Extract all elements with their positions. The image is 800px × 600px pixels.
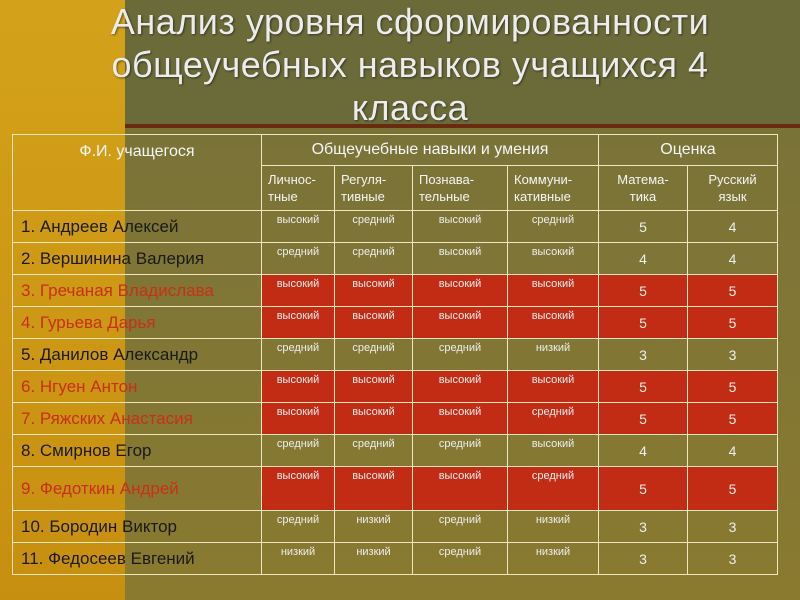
table-row (13, 307, 778, 339)
cognitive-level-cell: высокий (413, 307, 508, 339)
russian-grade-cell: 3 (688, 339, 778, 371)
math-grade-cell: 5 (599, 211, 688, 243)
table-row (13, 543, 778, 575)
table-row (13, 467, 778, 511)
personal-level-cell: высокий (262, 403, 335, 435)
regulative-level-cell: средний (335, 435, 413, 467)
regulative-level-cell: низкий (335, 511, 413, 543)
regulative-level-cell: высокий (335, 307, 413, 339)
regulative-level-cell: средний (335, 211, 413, 243)
table-body (13, 211, 778, 575)
russian-grade-cell: 4 (688, 243, 778, 275)
student-name-cell: 6. Нгуен Антон (13, 371, 262, 403)
cognitive-level-cell: средний (413, 543, 508, 575)
student-name-cell: 7. Ряжских Анастасия (13, 403, 262, 435)
header-grade: Оценка (599, 135, 778, 166)
cognitive-level-cell: высокий (413, 403, 508, 435)
math-grade-cell: 3 (599, 543, 688, 575)
math-grade-cell: 5 (599, 307, 688, 339)
slide-title (0, 0, 800, 129)
math-grade-cell: 5 (599, 467, 688, 511)
table-row (13, 511, 778, 543)
regulative-level-cell: высокий (335, 467, 413, 511)
regulative-level-cell: высокий (335, 275, 413, 307)
personal-level-cell: средний (262, 243, 335, 275)
communicative-level-cell: высокий (508, 243, 599, 275)
russian-grade-cell: 4 (688, 211, 778, 243)
subheader-regulative: Регуля- тивные (335, 166, 413, 211)
subheader-personal: Личнос- тные (262, 166, 335, 211)
russian-grade-cell: 3 (688, 543, 778, 575)
subheader-cognitive: Познава- тельные (413, 166, 508, 211)
cognitive-level-cell: высокий (413, 371, 508, 403)
cognitive-level-cell: средний (413, 435, 508, 467)
student-name-cell: 11. Федосеев Евгений (13, 543, 262, 575)
student-name-cell: 10. Бородин Виктор (13, 511, 262, 543)
communicative-level-cell: низкий (508, 543, 599, 575)
cognitive-level-cell: средний (413, 339, 508, 371)
table-row (13, 275, 778, 307)
cognitive-level-cell: высокий (413, 467, 508, 511)
russian-grade-cell: 5 (688, 467, 778, 511)
communicative-level-cell: низкий (508, 511, 599, 543)
table-row (13, 243, 778, 275)
russian-grade-cell: 3 (688, 511, 778, 543)
personal-level-cell: низкий (262, 543, 335, 575)
personal-level-cell: высокий (262, 371, 335, 403)
header-skills: Общеучебные навыки и умения (262, 135, 599, 166)
math-grade-cell: 5 (599, 275, 688, 307)
header-student-name: Ф.И. учащегося (13, 135, 262, 211)
russian-grade-cell: 5 (688, 307, 778, 339)
table-row (13, 403, 778, 435)
russian-grade-cell: 5 (688, 403, 778, 435)
cognitive-level-cell: высокий (413, 211, 508, 243)
communicative-level-cell: высокий (508, 435, 599, 467)
subheader-russian: Русский язык (688, 166, 778, 211)
table-row (13, 371, 778, 403)
cognitive-level-cell: высокий (413, 275, 508, 307)
math-grade-cell: 5 (599, 403, 688, 435)
communicative-level-cell: средний (508, 403, 599, 435)
communicative-level-cell: высокий (508, 371, 599, 403)
regulative-level-cell: средний (335, 339, 413, 371)
title-line-3: класса (351, 87, 469, 128)
student-name-cell: 9. Федоткин Андрей (13, 467, 262, 511)
russian-grade-cell: 4 (688, 435, 778, 467)
students-skills-table (12, 134, 778, 575)
regulative-level-cell: высокий (335, 403, 413, 435)
student-name-cell: 4. Гурьева Дарья (13, 307, 262, 339)
cognitive-level-cell: высокий (413, 243, 508, 275)
math-grade-cell: 5 (599, 371, 688, 403)
math-grade-cell: 3 (599, 511, 688, 543)
personal-level-cell: средний (262, 339, 335, 371)
table-row (13, 211, 778, 243)
student-name-cell: 2. Вершинина Валерия (13, 243, 262, 275)
student-name-cell: 1. Андреев Алексей (13, 211, 262, 243)
student-name-cell: 5. Данилов Александр (13, 339, 262, 371)
math-grade-cell: 4 (599, 243, 688, 275)
personal-level-cell: высокий (262, 467, 335, 511)
cognitive-level-cell: средний (413, 511, 508, 543)
communicative-level-cell: высокий (508, 275, 599, 307)
russian-grade-cell: 5 (688, 275, 778, 307)
subheader-communicative: Коммуни- кативные (508, 166, 599, 211)
table-row (13, 435, 778, 467)
communicative-level-cell: средний (508, 467, 599, 511)
math-grade-cell: 3 (599, 339, 688, 371)
communicative-level-cell: высокий (508, 307, 599, 339)
subheader-math: Матема- тика (599, 166, 688, 211)
math-grade-cell: 4 (599, 435, 688, 467)
personal-level-cell: высокий (262, 307, 335, 339)
student-name-cell: 8. Смирнов Егор (13, 435, 262, 467)
personal-level-cell: высокий (262, 211, 335, 243)
student-name-cell: 3. Гречаная Владислава (13, 275, 262, 307)
regulative-level-cell: высокий (335, 371, 413, 403)
communicative-level-cell: низкий (508, 339, 599, 371)
personal-level-cell: высокий (262, 275, 335, 307)
regulative-level-cell: средний (335, 243, 413, 275)
russian-grade-cell: 5 (688, 371, 778, 403)
regulative-level-cell: низкий (335, 543, 413, 575)
table-row (13, 339, 778, 371)
communicative-level-cell: средний (508, 211, 599, 243)
title-line-1: Анализ уровня сформированности (110, 1, 710, 42)
title-line-2: общеучебных навыков учащихся 4 (111, 44, 709, 85)
personal-level-cell: средний (262, 511, 335, 543)
personal-level-cell: средний (262, 435, 335, 467)
